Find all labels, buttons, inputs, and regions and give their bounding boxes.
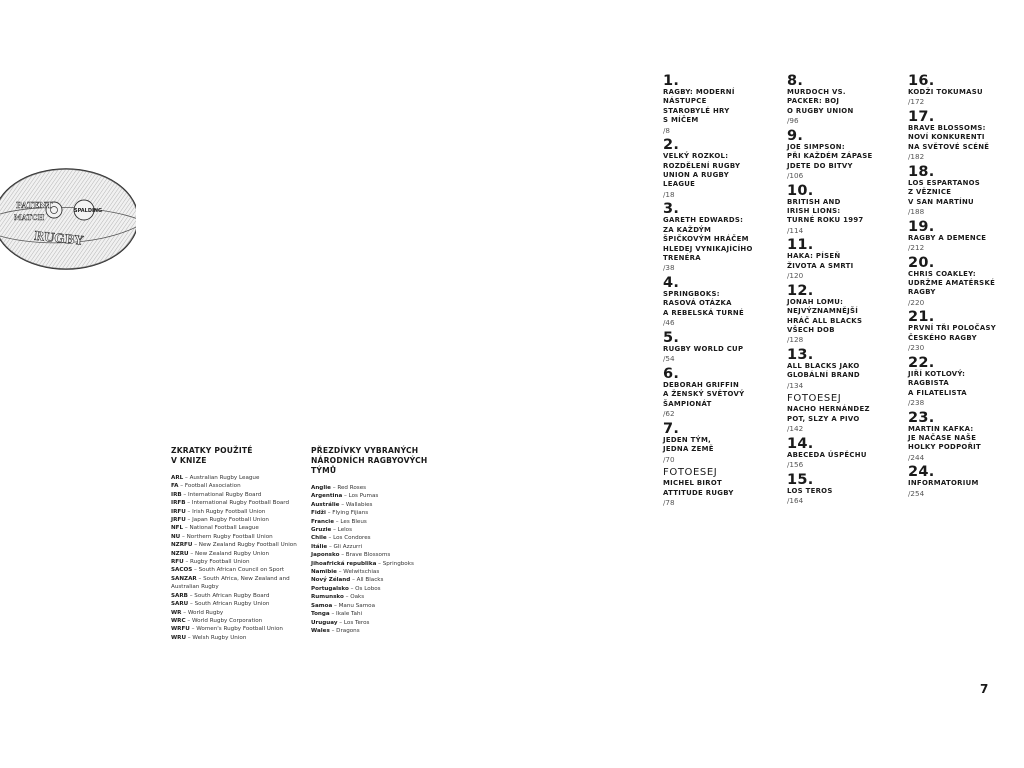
list-item-separator: – [342, 493, 349, 500]
toc-chapter-number: 1. [663, 73, 680, 89]
list-item-separator: – [327, 543, 334, 550]
list-item-key: Anglie [311, 485, 331, 491]
list-item-value: South African Council on Sport [198, 567, 285, 574]
list-item [311, 526, 451, 534]
list-item-key: Portugalsko [311, 585, 349, 592]
list-item-key: Fidži [311, 510, 326, 517]
toc-entry[interactable] [908, 465, 1018, 498]
list-item-key: ARL [171, 475, 184, 481]
toc-entry[interactable] [787, 74, 897, 126]
list-item-value: Ikale Tahi [336, 611, 363, 618]
list-item-key: NU [171, 533, 181, 540]
toc-page-number: /96 [787, 116, 799, 126]
toc-entry[interactable] [787, 393, 897, 433]
list-item-value: International Rugby Football Board [191, 500, 290, 507]
toc-entry[interactable] [787, 238, 897, 280]
toc-entry[interactable] [663, 331, 773, 364]
list-item-key: Tonga [311, 611, 330, 618]
list-item [311, 534, 451, 542]
toc-chapter-title: JEDEN TÝM, JEDNA ZEMĚ [663, 435, 714, 454]
list-item [311, 627, 451, 635]
list-item-separator: – [339, 501, 346, 508]
toc-entry[interactable] [663, 276, 773, 328]
toc-chapter-title: CHRIS COAKLEY: UDRŽME AMATÉRSKÉ RAGBY [908, 269, 996, 297]
list-item-value: Women's Rugby Football Union [196, 626, 283, 633]
list-item-value: Football Association [184, 483, 241, 490]
list-item-separator: – [188, 550, 195, 557]
toc-chapter-number: 15. [787, 471, 814, 488]
toc-column-3 [908, 74, 1018, 501]
toc-page-number: /18 [663, 189, 675, 199]
list-item [171, 508, 301, 516]
toc-page-number: /114 [787, 225, 804, 235]
page-number: 7 [980, 682, 989, 696]
toc-page-number: /134 [787, 380, 804, 390]
list-item [171, 491, 301, 499]
list-item [311, 484, 451, 492]
list-item-separator: – [183, 559, 191, 566]
list-item-value: International Rugby Board [188, 491, 262, 498]
toc-chapter-number: 14. [787, 435, 814, 452]
toc-entry[interactable] [908, 256, 1018, 308]
toc-page-number: /62 [663, 409, 675, 419]
team-nicknames-heading: PŘEZDÍVKY VYBRANÝCH NÁRODNÍCH RAGBYOVÝCH TÝMŮ [311, 446, 428, 475]
list-item-value: National Football League [189, 525, 259, 532]
toc-chapter-title: MICHEL BIROT ATTITUDE RUGBY [663, 479, 734, 497]
toc-photo-essay-label: FOTOESEJ [663, 467, 718, 479]
toc-page-number: /106 [787, 171, 804, 181]
list-item-value: Welsh Rugby Union [192, 634, 247, 641]
list-item-value: Lelos [337, 527, 353, 534]
list-item-value: Rugby Football Union [190, 559, 250, 566]
toc-chapter-number: 22. [908, 354, 935, 371]
toc-chapter-title: PRVNÍ TŘI POLOČASY ČESKÉHO RAGBY [908, 324, 997, 342]
list-item [311, 560, 451, 568]
list-item-value: Brave Blossoms [345, 552, 391, 559]
list-item-key: IRFU [171, 508, 186, 515]
abbreviations-heading: ZKRATKY POUŽITÉ V KNIZE [171, 446, 253, 465]
toc-chapter-number: 6. [663, 365, 680, 382]
list-item-separator: – [189, 626, 197, 633]
list-item-value: Los Condores [333, 535, 371, 542]
list-item [311, 492, 451, 500]
list-item-value: South Africa, New Zealand and Australian Rugby [171, 575, 290, 591]
list-item [171, 474, 301, 482]
toc-chapter-number: 19. [908, 218, 935, 235]
toc-chapter-title: LOS ESPARTANOS Z VĚZNICE V SAN MARTÍNU [908, 178, 981, 206]
list-item [311, 576, 451, 584]
abbreviations-list [171, 446, 301, 642]
list-item-separator: – [348, 585, 356, 592]
list-item-key: Samoa [311, 602, 333, 609]
toc-chapter-title: RAGBY: MODERNÍ NÁSTUPCE STAROBYLÉ HRY S MÍČEM [663, 88, 735, 125]
list-item-value: New Zealand Rugby Football Union [198, 542, 297, 549]
list-item [171, 482, 301, 490]
list-item-key: JRFU [171, 517, 186, 524]
list-item-separator: – [192, 567, 199, 574]
list-item-key: WRFU [171, 626, 190, 633]
list-item [171, 625, 301, 633]
list-item [311, 518, 451, 526]
list-item-value: Welwitschias [343, 569, 380, 576]
list-item [311, 610, 451, 618]
toc-chapter-title: HAKA: PÍSEŇ ŽIVOTA A SMRTI [787, 252, 854, 270]
toc-chapter-title: MARTIN KAFKA: JE NAČASE NAŠE HOLKY PODPOŘIT [908, 424, 982, 452]
toc-page-number: /120 [787, 271, 804, 281]
toc-chapter-number: 12. [787, 282, 814, 299]
list-item [311, 602, 451, 610]
ball-label-left-2: MATCH [14, 213, 45, 222]
list-item-separator: – [186, 634, 193, 641]
list-item-key: IRB [171, 491, 182, 498]
toc-chapter-title: RUGBY WORLD CUP [663, 344, 744, 353]
toc-entry[interactable] [908, 310, 1018, 352]
list-item-separator: – [339, 552, 346, 559]
list-item-key: Gruzie [311, 527, 332, 534]
list-item-key: Jihoafrická republika [311, 560, 377, 567]
list-item-value: Irish Rugby Football Union [192, 508, 266, 515]
list-item [171, 516, 301, 524]
list-item [171, 524, 301, 532]
list-item [311, 585, 451, 593]
toc-page-number: /182 [908, 152, 925, 162]
list-item-key: NZRFU [171, 542, 193, 549]
toc-entry[interactable] [787, 184, 897, 236]
list-item [171, 634, 301, 642]
list-item [311, 568, 451, 576]
toc-chapter-title: SPRINGBOKS: RASOVÁ OTÁZKA A REBELSKÁ TURNÉ [663, 290, 745, 317]
list-item-value: Gli Azzurri [333, 543, 363, 550]
toc-chapter-number: 8. [787, 73, 804, 89]
list-item [311, 619, 451, 627]
toc-chapter-title: ABECEDA ÚSPĚCHU [787, 450, 867, 459]
toc-chapter-number: 5. [663, 329, 680, 346]
toc-entry[interactable] [908, 74, 1018, 107]
list-item-separator: – [185, 500, 192, 507]
list-item-key: Namibie [311, 569, 337, 576]
toc-entry[interactable] [787, 348, 897, 390]
toc-page-number: /78 [663, 497, 675, 507]
list-item-key: IRFB [171, 500, 186, 507]
toc-chapter-number: 3. [663, 201, 680, 218]
list-item [171, 550, 301, 558]
list-item-separator: – [185, 508, 193, 515]
toc-photo-essay-label: FOTOESEJ [787, 393, 842, 405]
list-item [171, 600, 301, 608]
list-item-separator: – [196, 575, 204, 582]
toc-chapter-number: 21. [908, 309, 935, 326]
toc-page-number: /70 [663, 454, 675, 464]
list-item-value: Dragons [336, 627, 360, 634]
list-item-separator: – [185, 617, 192, 624]
list-item-key: FA [171, 483, 179, 490]
toc-chapter-title: BRITISH AND IRISH LIONS: TURNÉ ROKU 1997 [787, 197, 864, 225]
list-item [311, 551, 451, 559]
toc-chapter-title: BRAVE BLOSSOMS: NOVÍ KONKURENTI NA SVĚTOVÉ SCÉNĚ [908, 124, 990, 151]
list-item [171, 541, 301, 549]
list-item-key: SACOS [171, 567, 193, 574]
toc-page-number: /8 [663, 125, 670, 135]
list-item [171, 499, 301, 507]
toc-chapter-title: DEBORAH GRIFFIN A ŽENSKÝ SVĚTOVÝ ŠAMPIONÁT [663, 380, 745, 408]
team-nicknames-list [311, 446, 451, 635]
list-item-value: New Zealand Rugby Union [194, 550, 270, 557]
list-item-value: South African Rugby Board [194, 592, 270, 599]
toc-chapter-title: MURDOCH VS. PACKER: BOJ O RUGBY UNION [787, 88, 854, 115]
toc-page-number: /164 [787, 496, 804, 506]
list-item-separator: – [188, 601, 195, 608]
list-item-separator: – [350, 577, 357, 584]
toc-entry[interactable] [663, 367, 773, 419]
list-item-separator: – [326, 535, 334, 542]
toc-chapter-title: KODŽI TOKUMASU [908, 88, 983, 96]
list-item-value: World Rugby [187, 609, 224, 616]
list-item-key: SANZAR [171, 575, 197, 582]
list-item-value: Os Lobos [355, 585, 381, 592]
list-item-value: World Rugby Corporation [191, 617, 263, 624]
toc-chapter-number: 4. [663, 275, 680, 292]
ball-label-rugby: RUGBY [33, 228, 84, 248]
toc-chapter-title: JONAH LOMU: NEJVÝZNAMNĚJŠÍ HRÁČ ALL BLACKS VŠECH DOB [787, 297, 863, 335]
toc-chapter-number: 7. [663, 420, 680, 437]
toc-column-1 [663, 74, 773, 511]
toc-page-number: /156 [787, 460, 804, 470]
toc-entry[interactable] [908, 356, 1018, 408]
toc-page-number: /230 [908, 343, 925, 353]
list-item-value: Oaks [350, 594, 365, 601]
list-item-value: Los Pumas [348, 493, 379, 500]
list-item-value: Northern Rugby Football Union [186, 533, 273, 540]
toc-page-number: /220 [908, 297, 925, 307]
list-item-separator: – [183, 525, 190, 532]
list-item-separator: – [325, 510, 333, 517]
list-item-key: Chile [311, 535, 327, 542]
toc-column-2 [787, 74, 897, 509]
list-item-key: WRU [171, 634, 187, 641]
list-item-value: Manu Samoa [338, 602, 376, 609]
toc-chapter-number: 16. [908, 73, 935, 89]
list-item-key: WRC [171, 617, 186, 624]
list-item-value: All Blacks [356, 577, 384, 584]
toc-chapter-title: VELKÝ ROZKOL: ROZDĚLENÍ RUGBY UNION A RUGBY LEAGUE [663, 152, 741, 189]
list-item-value: Springboks [382, 560, 414, 567]
toc-chapter-number: 17. [908, 109, 935, 125]
toc-chapter-title: RAGBY A DEMENCE [908, 233, 987, 242]
toc-chapter-number: 2. [663, 137, 680, 154]
list-item [311, 543, 451, 551]
toc-page-number: /244 [908, 452, 925, 462]
list-item-separator: – [343, 594, 351, 601]
list-item-key: Francie [311, 518, 335, 525]
toc-entry[interactable] [663, 74, 773, 135]
toc-chapter-number: 11. [787, 237, 814, 254]
toc-chapter-number: 9. [787, 127, 804, 144]
ball-label-right: SPALDING [74, 208, 103, 214]
list-item-key: Rumunsko [311, 594, 344, 601]
list-item-value: South African Rugby Union [194, 601, 270, 608]
list-item-separator: – [181, 609, 188, 616]
list-item-key: Japonsko [311, 552, 340, 559]
list-item-separator: – [185, 517, 193, 524]
list-item-value: Japan Rugby Football Union [192, 517, 269, 524]
list-item-key: Wales [311, 627, 330, 634]
rugby-ball-illustration [0, 164, 136, 274]
list-item-separator: – [187, 592, 195, 599]
list-item-key: SARB [171, 592, 188, 599]
list-item-separator: – [336, 569, 344, 576]
toc-entry[interactable] [908, 165, 1018, 217]
list-item-key: Argentina [311, 493, 343, 500]
list-item-separator: – [192, 542, 199, 549]
list-item [171, 609, 301, 617]
toc-chapter-title: NACHO HERNÁNDEZ POT, SLZY A PIVO [787, 405, 870, 423]
toc-entry[interactable] [787, 437, 897, 470]
toc-chapter-title: JOE SIMPSON: PŘI KAŽDÉM ZÁPASE JDETE DO BITVY [787, 142, 873, 170]
list-item-value: Red Roses [337, 485, 367, 491]
team-nicknames-items [311, 484, 451, 635]
list-item-separator: – [180, 533, 187, 540]
toc-page-number: /142 [787, 424, 804, 434]
toc-chapter-number: 20. [908, 254, 935, 271]
list-item-key: Itálie [311, 543, 328, 550]
list-item-key: NZRU [171, 550, 189, 557]
toc-entry[interactable] [663, 202, 773, 273]
list-item [171, 533, 301, 541]
list-item [311, 509, 451, 517]
toc-page-number: /254 [908, 488, 925, 498]
list-item-value: Flying Fijians [332, 510, 369, 517]
toc-chapter-number: 13. [787, 347, 814, 364]
list-item [171, 617, 301, 625]
toc-page-number: /188 [908, 207, 925, 217]
list-item-value: Les Bleus [340, 518, 367, 525]
list-item-separator: – [332, 602, 339, 609]
list-item-value: Australian Rugby League [189, 475, 260, 481]
list-item-value: Wallabies [345, 501, 373, 508]
list-item-separator: – [331, 527, 338, 534]
toc-page-number: /46 [663, 318, 675, 328]
toc-page-number: /38 [663, 263, 675, 273]
list-item-key: Nový Zéland [311, 577, 351, 584]
toc-chapter-title: LOS TEROS [787, 486, 833, 495]
list-item [171, 558, 301, 566]
toc-entry[interactable] [663, 467, 773, 507]
toc-page-number: /238 [908, 398, 925, 408]
toc-entry[interactable] [663, 422, 773, 464]
toc-chapter-title: ALL BLACKS JAKO GLOBÁLNÍ BRAND [787, 362, 860, 380]
toc-entry[interactable] [908, 110, 1018, 162]
list-item-key: RFU [171, 559, 184, 566]
list-item-separator: – [183, 475, 190, 481]
toc-page-number: /212 [908, 243, 925, 253]
toc-chapter-number: 10. [787, 182, 814, 199]
list-item [171, 575, 301, 592]
toc-chapter-title: INFORMATORIUM [908, 479, 979, 488]
list-item-separator: – [329, 611, 337, 618]
toc-page-number: /172 [908, 97, 925, 107]
toc-chapter-title: JIŘÍ KOTLOVÝ: RAGBISTA A FILATELISTA [908, 369, 967, 397]
toc-entry[interactable] [787, 473, 897, 506]
toc-chapter-number: 18. [908, 163, 935, 180]
toc-page-number: /54 [663, 354, 675, 364]
list-item [311, 501, 451, 509]
toc-entry[interactable] [908, 220, 1018, 253]
list-item-separator: – [376, 560, 383, 567]
toc-chapter-title: GARETH EDWARDS: ZA KAŽDÝM ŠPIČKOVÝM HRÁČEM HLEDEJ VYNIKAJÍCÍHO TRENÉRA [663, 216, 753, 263]
list-item-separator: – [181, 491, 189, 498]
list-item-separator: – [329, 627, 337, 634]
toc-page-number: /128 [787, 335, 804, 345]
toc-chapter-number: 23. [908, 409, 935, 426]
ball-label-left: PATENT [16, 200, 53, 210]
list-item-separator: – [334, 518, 341, 525]
list-item-separator: – [337, 619, 344, 626]
toc-entry[interactable] [663, 138, 773, 199]
toc-entry[interactable] [908, 411, 1018, 463]
list-item-separator: – [330, 485, 338, 491]
list-item-separator: – [178, 483, 185, 490]
list-item-key: Austrálie [311, 501, 340, 508]
list-item [311, 593, 451, 601]
toc-chapter-number: 24. [908, 464, 935, 481]
list-item-key: WR [171, 609, 182, 616]
list-item-key: SARU [171, 601, 189, 608]
list-item-key: Uruguay [311, 619, 338, 626]
toc-entry[interactable] [787, 284, 897, 345]
list-item-value: Los Teros [343, 619, 370, 626]
toc-entry[interactable] [787, 129, 897, 181]
list-item [171, 592, 301, 600]
abbreviations-items [171, 474, 301, 642]
list-item-key: NFL [171, 525, 184, 532]
list-item [171, 566, 301, 574]
